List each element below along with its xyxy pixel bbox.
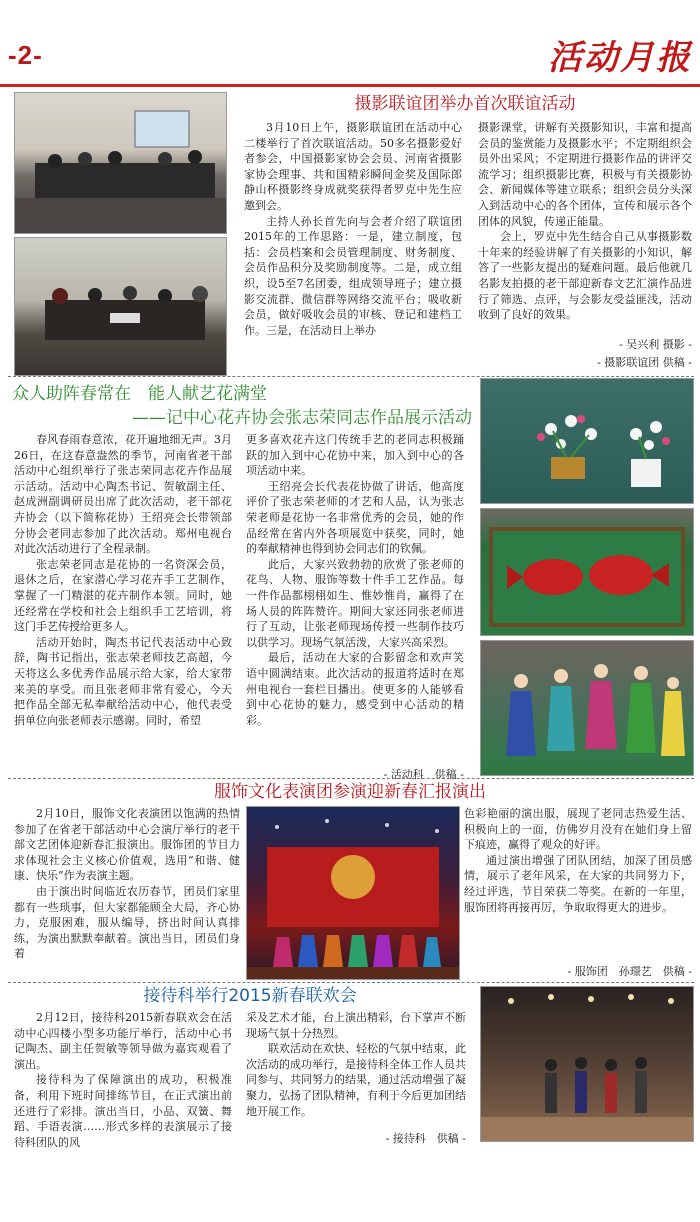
header-rule: [0, 84, 700, 87]
photo-stage-performance: [246, 806, 460, 980]
article4-col1-p2: 接待科为了保障演出的成功，积极准备，利用下班时间排练节目，在正式演出前还进行了彩排。演出当日，小品、双簧、舞蹈、手语表演……形式多样的表演展示了接待科团队的风: [14, 1073, 232, 1149]
article1-col2-p2: 会上，罗克中先生结合自己从事摄影数十年来的经验讲解了有关摄影的小知识，解答了一些影友提出的疑难问题。最后他就几名影友拍摄的老干部迎新春文艺汇演作品进行了筛选、点评，与会影友受益匪浅，活动收到了良好的效果。: [478, 230, 692, 322]
article1-col2-p1: 摄影课堂，讲解有关摄影知识，丰富和提高会员的鉴赏能力及摄影水平；不定期组织会员外出采风；不定期进行摄影作品的讲评交流学习；组织摄影比赛，积极与有关摄影协会、新闻媒体等建立联系；组织会员分头深入到活动中心的各个团体，宣传和展示各个团体的风貌，传递正能量。: [478, 121, 692, 228]
dolls-graphic: [481, 641, 693, 775]
article4-col2-p1: 采及艺术才能，台上演出精彩，台下掌声不断现场气氛十分热烈。: [246, 1011, 466, 1040]
article4-col2: [246, 1010, 466, 1119]
fish-graphic: [481, 509, 693, 635]
article1-credit-source: - 摄影联谊团 供稿 -: [597, 356, 692, 369]
article2-col2-p4: 最后，活动在大家的合影留念和欢声笑语中圆满结束。此次活动的报道将适时在郑州电视台一套栏目播出。使更多的人能够看到中心花协的魅力，感受到中心活动的精彩。: [246, 651, 464, 727]
article3-col2: [464, 806, 692, 915]
article1-col1-p2: 主持人孙长首先向与会者介绍了联谊团2015年的工作思路：一是，建立制度，包括：会员档案和会员管理制度、财务制度、会员作品积分及奖励制度等。二是，成立组织，设5至7名团委，组成领导班子；建立摄影交流群、微信群等网络交流平台；吸收新会员，做好吸收会员的审核、登记和建档工作。三是，在活动日上举办: [244, 214, 462, 337]
page-number: -2-: [8, 40, 43, 70]
article3-col1-p2: 由于演出时间临近农历春节，团员们家里都有一些琐事，但大家都能顾全大局，齐心协力，克服困难，服从编导，挤出时间认真排练，为演出默默奉献着。演出当日，团员们身着: [14, 884, 240, 961]
article3-title: 服饰文化表演团参演迎新春汇报演出: [214, 782, 486, 802]
photo-flower-arrangement: [480, 378, 694, 504]
article2-col1-p1: 春风春雨春意浓，花开遍地细无声。3月26日，在这春意盎然的季节，河南省老干部活动中心组织举行了张志荣同志花卉作品展示活动。活动中心陶杰书记、贺敏副主任、赵成洲副调研员出席了此次活动，老干部花卉协会（以下简称花协）王绍亮会长带领部分协会老同志参加了此次活动。郑州电视台对此次活动进行了全程录制。: [14, 433, 232, 556]
flowers-graphic: [481, 379, 693, 503]
article4-col1: [14, 1010, 232, 1150]
article3-col1-p1: 2月10日，服饰文化表演团以饱满的热情参加了在省老干部活动中心会演厅举行的老干部文艺团体迎新春汇报演出。服饰团的节目力求体现社会主义核心价值观，选用“和谐、健康、快乐”作为表演主题。: [14, 807, 240, 883]
article2-title: 众人助阵春常在 能人献艺花满堂: [12, 384, 267, 404]
meeting-scene-graphic: [15, 93, 226, 233]
article2-col2-p3: 此后，大家兴致勃勃的欣赏了张老师的花鸟、人物、服饰等数十件手工艺作品。每一件作品都栩栩如生、惟妙惟肖，赢得了在场人员的阵阵赞许。期间大家还同张老师进行了互动，让张老师现场传授一些制作技巧以供学习。现场气氛活泼，大家兴高采烈。: [246, 557, 464, 649]
article1-col1: [244, 120, 462, 338]
article1-col2: [478, 120, 692, 323]
photo-meeting-room-2: [14, 237, 227, 376]
article2-col1-p3: 活动开始时，陶杰书记代表活动中心致辞，陶书记指出，张志荣老师技艺高超，今天将这么多优秀作品展示给大家，给大家带来美的享受。而且张老师非常有爱心，今天把作品全部无私奉献给活动中心，他代表受捐单位向张老师表示感谢。同时，希望: [14, 635, 232, 727]
article2-col1: [14, 432, 232, 728]
article2-col2-p1: 更多喜欢花卉这门传统手艺的老同志积极踊跃的加入到中心花协中来，加入到中心的各项活动中来。: [246, 433, 464, 478]
article3-credit: - 服饰团 孙璟艺 供稿 -: [567, 965, 692, 978]
article4-credit: - 接待科 供稿 -: [385, 1132, 466, 1145]
article3-col2-p1: 色彩艳丽的演出服，展现了老同志热爱生活、积极向上的一面，仿佛岁月没有在她们身上留下痕迹，赢得了观众的好评。: [464, 807, 692, 852]
divider-3: [8, 982, 694, 983]
article1-title: 摄影联谊团举办首次联谊活动: [354, 94, 576, 114]
article1-col1-p1: 3月10日上午，摄影联谊团在活动中心二楼举行了首次联谊活动。50多名摄影爱好者参会，中国摄影家协会会员、河南省摄影家协会理事、共和国精彩瞬间金奖及国际郎静山杯摄影终身成就奖获得者罗克中先生应邀到会。: [244, 121, 462, 212]
article4-col2-p2: 联欢活动在欢快、轻松的气氛中结束，此次活动的成功举行，是接待科全体工作人员共同参与、共同努力的结果，通过活动增强了凝聚力，弘扬了团队精神，有利于今后更加团结地开展工作。: [246, 1042, 466, 1118]
article4-title: 接待科举行2015新春联欢会: [143, 986, 357, 1006]
meeting-scene-graphic-2: [15, 238, 226, 375]
article2-credit: - 活动科 供稿 -: [383, 768, 464, 781]
divider-1: [8, 376, 694, 377]
article4-col1-p1: 2月12日，接待科2015新春联欢会在活动中心四楼小型多功能厅举行，活动中心书记陶杰、副主任贺敏等领导做为嘉宾观看了演出。: [14, 1011, 232, 1071]
article2-col2-p2: 王绍亮会长代表花协做了讲话，他高度评价了张志荣老师的才艺和人品，认为张志荣老师是花协一名非常优秀的会员，她的作品经常在省内外各项展览中获奖，同时，她的奉献精神也得到协会同志们的钦佩。: [246, 479, 464, 556]
article1-credit-photo: - 吴兴利 摄影 -: [619, 338, 692, 351]
dance-graphic: [481, 987, 693, 1141]
article3-col2-p2: 通过演出增强了团队团结，加深了团员感情，展示了老年风采，在大家的共同努力下，经过评选，节目荣获二等奖。在新的一年里，服饰团将再接再厉，争取取得更大的进步。: [464, 853, 692, 914]
photo-doll-dresses: [480, 640, 694, 776]
photo-fish-sculpture: [480, 508, 694, 636]
article2-col1-p2: 张志荣老同志是花协的一名资深会员，退休之后，在家潜心学习花卉手工艺制作，掌握了一门精湛的花卉制作本领。同时，她还经常在学校和社会上组织手工艺培训，将这门手艺传授给更多人。: [14, 557, 232, 634]
photo-meeting-room-1: [14, 92, 227, 234]
article2-col2: [246, 432, 464, 728]
divider-2: [8, 778, 694, 779]
masthead-logo: 活动月报: [548, 38, 692, 78]
stage-graphic: [247, 807, 459, 979]
photo-dance-hall: [480, 986, 694, 1142]
article3-col1: [14, 806, 240, 962]
article2-subtitle: ——记中心花卉协会张志荣同志作品展示活动: [132, 408, 472, 428]
